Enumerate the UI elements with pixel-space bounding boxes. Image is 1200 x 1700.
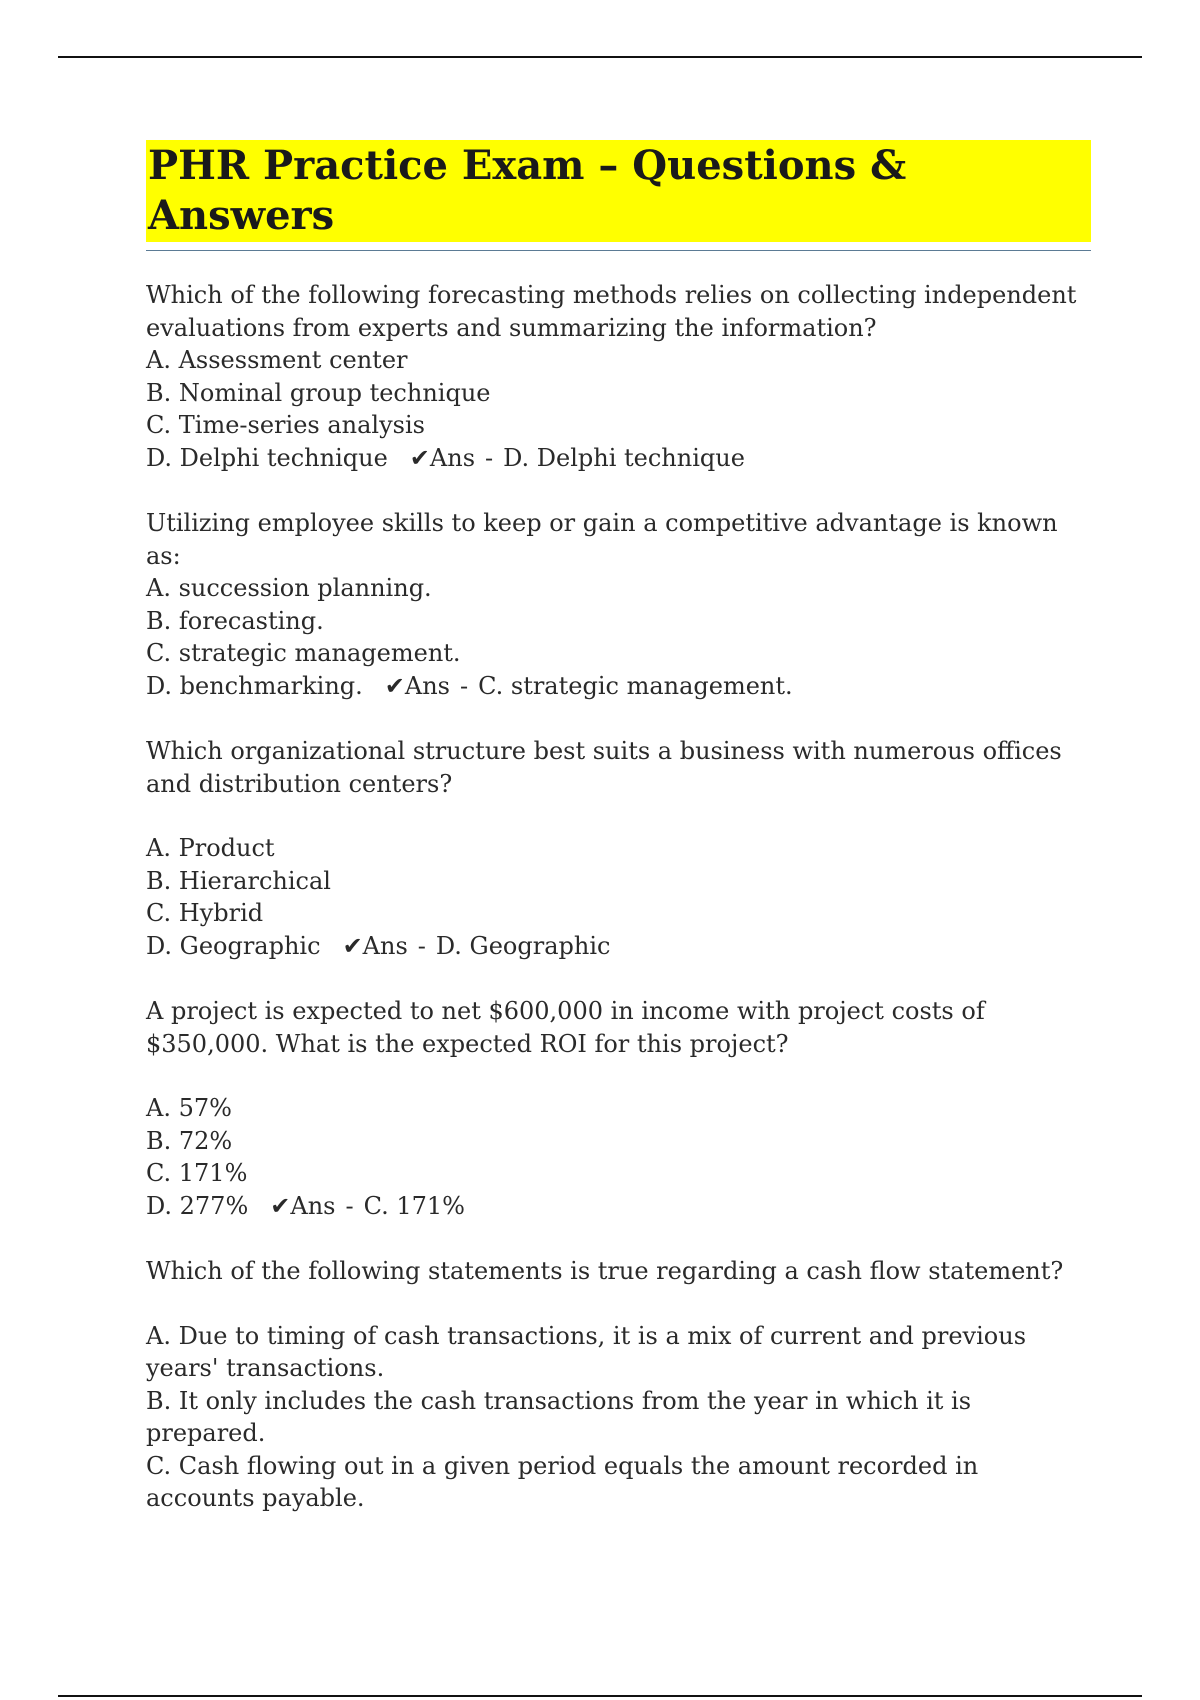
option-b: B. Hierarchical <box>146 866 331 895</box>
answer-marker <box>343 932 611 960</box>
answer-value: C. 171% <box>363 1191 465 1220</box>
option-c: C. Time-series analysis <box>146 411 425 439</box>
answer-separator: - <box>345 1191 354 1220</box>
document-body <box>146 140 1091 1548</box>
question-1 <box>146 279 1091 474</box>
option-a: A. Assessment center <box>146 346 408 374</box>
option-d: D. benchmarking. <box>146 671 363 700</box>
answer-value: D. Geographic <box>435 931 611 960</box>
question-5 <box>146 1255 1091 1515</box>
question-text: Which organizational structure best suits a business with numerous offices and distribution centers? <box>146 737 1062 798</box>
checkmark-icon: ✔ <box>409 443 430 472</box>
option-d: D. Geographic <box>146 931 321 960</box>
option-b: B. forecasting. <box>146 606 324 635</box>
option-a: A. succession planning. <box>146 574 432 602</box>
option-d-with-answer <box>146 930 1091 963</box>
answer-label: Ans <box>362 931 408 960</box>
answer-separator: - <box>417 931 426 960</box>
option-b: B. It only includes the cash transactions from the year in which it is prepared. <box>146 1386 972 1447</box>
question-2 <box>146 507 1091 702</box>
title-block <box>146 140 1091 251</box>
answer-value: D. Delphi technique <box>503 443 745 472</box>
question-4 <box>146 995 1091 1222</box>
option-c: C. strategic management. <box>146 639 461 667</box>
option-a: A. Product <box>146 834 275 862</box>
question-text: Utilizing employee skills to keep or gain a competitive advantage is known as: <box>146 509 1058 570</box>
option-c: C. 171% <box>146 1159 248 1187</box>
option-d-with-answer <box>146 670 1091 703</box>
checkmark-icon: ✔ <box>384 671 405 700</box>
answer-label: Ans <box>429 443 476 472</box>
question-text: A project is expected to net $600,000 in income with project costs of $350,000. What is the expected ROI for this project? <box>146 997 985 1058</box>
answer-marker <box>270 1192 465 1220</box>
page-title: PHR Practice Exam – Questions & Answers <box>146 140 1091 242</box>
option-b: B. 72% <box>146 1126 233 1155</box>
answer-marker <box>410 444 745 472</box>
answer-separator: - <box>460 671 469 700</box>
option-b: B. Nominal group technique <box>146 378 491 407</box>
answer-label: Ans <box>404 671 450 700</box>
option-d: D. Delphi technique <box>146 443 388 472</box>
answer-separator: - <box>485 443 494 472</box>
option-d: D. 277% <box>146 1191 249 1220</box>
question-text: Which of the following forecasting methods relies on collecting independent evaluations from experts and summarizing the information? <box>146 281 1077 342</box>
option-d-with-answer <box>146 1190 1091 1223</box>
checkmark-icon: ✔ <box>270 1191 291 1220</box>
checkmark-icon: ✔ <box>342 931 363 960</box>
bottom-rule <box>58 1695 1142 1697</box>
question-text: Which of the following statements is true regarding a cash flow statement? <box>146 1257 1064 1285</box>
option-d-with-answer <box>146 442 1091 475</box>
option-c: C. Hybrid <box>146 899 264 927</box>
option-c: C. Cash flowing out in a given period equals the amount recorded in accounts payable. <box>146 1451 979 1512</box>
question-3 <box>146 735 1091 962</box>
option-a: A. 57% <box>146 1094 232 1122</box>
top-rule <box>58 56 1142 58</box>
option-a: A. Due to timing of cash transactions, it is a mix of current and previous years' transactions. <box>146 1321 1027 1382</box>
answer-label: Ans <box>290 1191 336 1220</box>
answer-value: C. strategic management. <box>478 671 793 700</box>
answer-marker <box>385 672 793 700</box>
